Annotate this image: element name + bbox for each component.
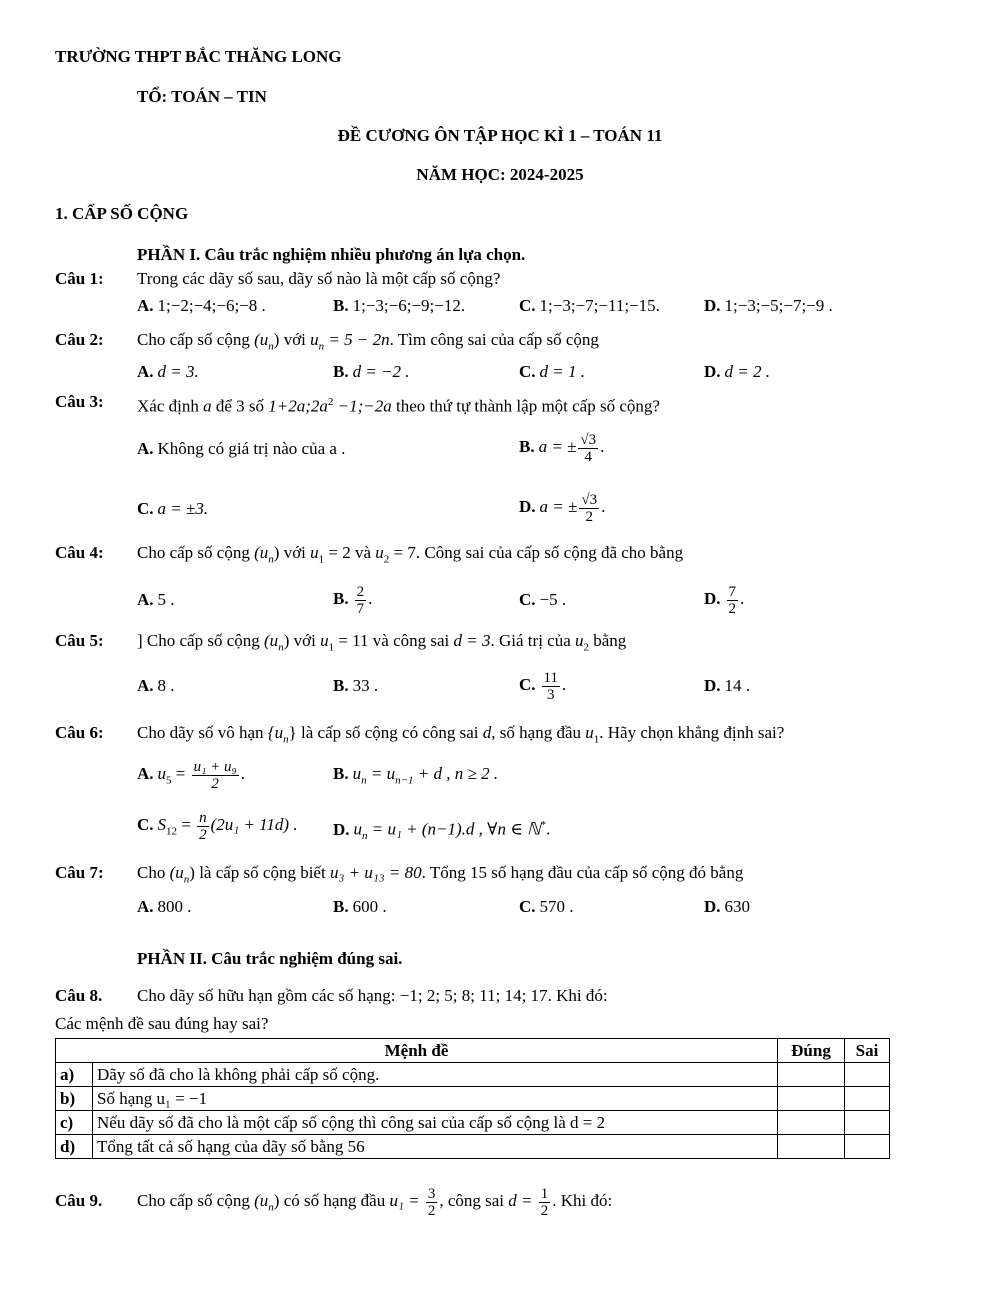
option-d: D. a = ± $\frac{√3}{2}$ . — [519, 491, 606, 525]
option-b: B. 600 . — [333, 897, 387, 916]
option-c: C. 1;−3;−7;−11;−15. — [519, 296, 660, 315]
row-key: b) — [56, 1087, 93, 1111]
question-text: ] Cho cấp số cộng $(u_n)$ với $u_1 = 11$ và công sai d = 3. Giá trị của $u_2$ bằng — [137, 631, 627, 654]
question-label: Câu 7: — [55, 863, 104, 882]
question-label: Câu 8. — [55, 986, 103, 1005]
option-c: C. a = ±3. — [137, 499, 209, 518]
question-label: Câu 5: — [55, 631, 104, 650]
false-cell[interactable] — [845, 1111, 890, 1135]
row-key: c) — [56, 1111, 93, 1135]
question-text: Xác định a để 3 số $1+2a;2a^2$ −1;−2a theo thứ tự thành lập một cấp số cộng? — [137, 396, 660, 416]
true-cell[interactable] — [778, 1111, 845, 1135]
school-name: TRƯỜNG THPT BẮC THĂNG LONG — [55, 47, 342, 66]
question-label: Câu 6: — [55, 723, 104, 742]
row-statement: Dãy số đã cho là không phải cấp số cộng. — [93, 1063, 778, 1087]
option-d: D. $u_n = u_1 + (n-1).d$ , ∀n ∈ ℕ*. — [333, 819, 551, 843]
option-b: B. $u_n = u_{n-1} + d$ , n ≥ 2 . — [333, 764, 499, 787]
option-a: A. 5 . — [137, 590, 175, 609]
false-cell[interactable] — [845, 1135, 890, 1159]
option-b: B. a = ± $\frac{√3}{4}$ . — [519, 431, 605, 465]
department: TỔ: TOÁN – TIN — [137, 87, 267, 106]
part2-heading: PHẦN II. Câu trắc nghiệm đúng sai. — [137, 949, 403, 968]
question-subtext: Các mệnh đề sau đúng hay sai? — [55, 1014, 269, 1033]
question-label: Câu 1: — [55, 269, 104, 288]
option-d: D. 14 . — [704, 676, 751, 695]
option-a: A. $u_5$ = $\frac{\text{u₁ + u₉}}{2}$ . — [137, 758, 245, 792]
table-row — [56, 1135, 890, 1159]
row-key: d) — [56, 1135, 93, 1159]
question-label: Câu 3: — [55, 392, 104, 411]
question-label: Câu 9. — [55, 1191, 103, 1210]
header-statement: Mệnh đề — [56, 1039, 778, 1063]
option-d: D. 630 — [704, 897, 751, 916]
option-c: C. d = 1 . — [519, 362, 586, 381]
header-true: Đúng — [778, 1039, 845, 1063]
option-d: D. 1;−3;−5;−7;−9 . — [704, 296, 833, 315]
row-statement: Tổng tất cả số hạng của dãy số bằng 56 — [93, 1135, 778, 1159]
school-year: NĂM HỌC: 2024-2025 — [416, 165, 584, 184]
table-row — [56, 1063, 890, 1087]
row-statement: Số hạng u₁ = −1 — [93, 1087, 778, 1111]
question-text: Cho cấp số cộng $(u_n)$ với $u_n = 5 - 2n$. Tìm công sai của cấp số cộng — [137, 330, 599, 353]
question-label: Câu 4: — [55, 543, 104, 562]
option-a: A. 1;−2;−4;−6;−8 . — [137, 296, 266, 315]
table-row — [56, 1087, 890, 1111]
option-c: C. 570 . — [519, 897, 574, 916]
option-b: B. $\frac{2}{7}$ . — [333, 583, 373, 617]
row-statement: Nếu dãy số đã cho là một cấp số cộng thì công sai của cấp số cộng là d = 2 — [93, 1111, 778, 1135]
row-key: a) — [56, 1063, 93, 1087]
option-c: C. −5 . — [519, 590, 567, 609]
option-b: B. 1;−3;−6;−9;−12. — [333, 296, 466, 315]
option-b: B. d = −2 . — [333, 362, 410, 381]
table-row — [56, 1111, 890, 1135]
option-c: C. $S_{12}$ = $\frac{n}{2}$ (2u₁ + 11d) . — [137, 809, 298, 843]
option-a: A. Không có giá trị nào của a . — [137, 439, 346, 458]
option-b: B. 33 . — [333, 676, 379, 695]
false-cell[interactable] — [845, 1063, 890, 1087]
false-cell[interactable] — [845, 1087, 890, 1111]
option-d: D. $\frac{7}{2}$ . — [704, 583, 745, 617]
option-c: C. $\frac{11}{3}$ . — [519, 669, 567, 703]
document-title: ĐỀ CƯƠNG ÔN TẬP HỌC KÌ 1 – TOÁN 11 — [337, 126, 663, 145]
option-d: D. d = 2 . — [704, 362, 771, 381]
question-text: Cho dãy số hữu hạn gồm các số hạng: −1; 2; 5; 8; 11; 14; 17. Khi đó: — [137, 986, 608, 1005]
question-text: Cho cấp số cộng $(u_n)$ với $u_1 = 2$ và $u_2 = 7$. Công sai của cấp số cộng đã cho bằng — [137, 543, 684, 566]
question-text: Cho cấp số cộng $(u_n)$ có số hạng đầu u₁ = $\frac{3}{2}$ , công sai d = $\frac{1}{2}$ . Khi đó: — [137, 1185, 613, 1219]
true-cell[interactable] — [778, 1087, 845, 1111]
section-heading: 1. CẤP SỐ CỘNG — [55, 204, 189, 223]
table-header-row — [56, 1039, 890, 1063]
question-text: Trong các dãy số sau, dãy số nào là một cấp số cộng? — [137, 269, 501, 288]
option-a: A. d = 3. — [137, 362, 199, 381]
true-cell[interactable] — [778, 1063, 845, 1087]
option-a: A. 8 . — [137, 676, 175, 695]
question-text: Cho $(u_n)$ là cấp số cộng biết u₃ + u₁₃ = 80. Tổng 15 số hạng đầu của cấp số cộng đó bằng — [137, 863, 744, 886]
option-a: A. 800 . — [137, 897, 192, 916]
question-label: Câu 2: — [55, 330, 104, 349]
true-cell[interactable] — [778, 1135, 845, 1159]
true-false-table — [55, 1038, 890, 1159]
part1-heading: PHẦN I. Câu trắc nghiệm nhiều phương án lựa chọn. — [137, 245, 526, 264]
header-false: Sai — [845, 1039, 890, 1063]
question-text: Cho dãy số vô hạn $\{u_n\}$ là cấp số cộng có công sai d, số hạng đầu $u_1$. Hãy chọn khẳng định sai? — [137, 723, 785, 746]
